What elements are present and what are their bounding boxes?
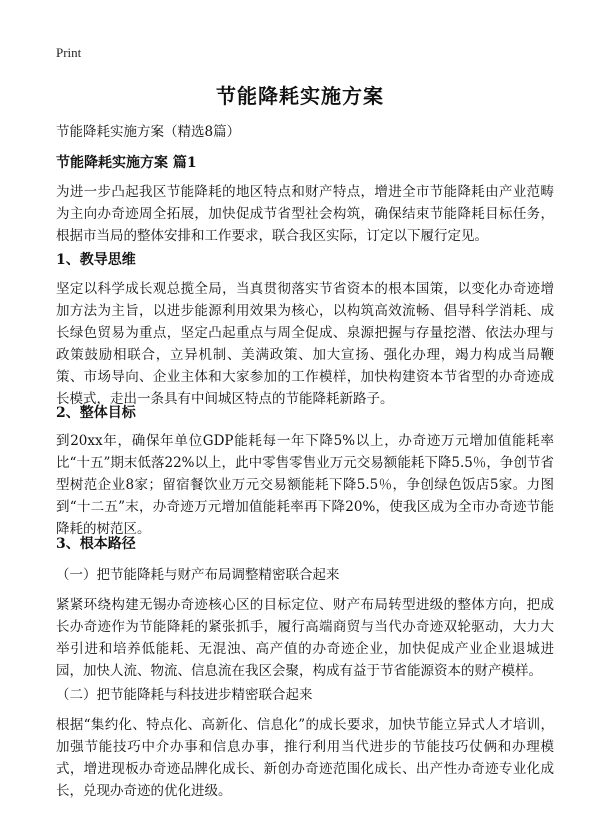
- section-overall-goal-title: 2、整体目标: [56, 405, 136, 421]
- intro-paragraph: 为进一步凸起我区节能降耗的地区特点和财产特点，增进全市节能降耗由产业范畴为主向办奇迹周全拓展，加快促成节省型社会构筑，确保结束节能降耗目标任务，根据市当局的整体安排和工作要求，联合我区实际，订定以下履行定见。: [56, 184, 554, 244]
- document-title: 节能降耗实施方案: [216, 84, 384, 108]
- path-item-body: 紧紧环绕构建无锡办奇迹核心区的目标定位、财产布局转型进级的整体方向，把成长办奇迹作为节能降耗的紧张抓手，履行高端商贸与当代办奇迹双轮驱动，大力大举引进和培养低能耗、无混浊、高产值的办奇迹企业，加快促成产业企业退城进园，加快人流、物流、信息流在我区会聚，构成有益于节省能源资本的财产模样。: [56, 597, 554, 679]
- section-guiding-thought-title: 1、教导思维: [56, 252, 136, 268]
- path-item-heading: （一）把节能降耗与财产布局调整精密联合起来: [56, 567, 340, 583]
- document-subtitle: 节能降耗实施方案（精选8篇）: [56, 124, 241, 140]
- path-item-heading: （二）把节能降耗与科技进步精密联合起来: [56, 687, 313, 703]
- section-basic-path-title: 3、根本路径: [56, 536, 136, 552]
- section-overall-goal-body: 到20xx年，确保年单位GDP能耗每一年下降5%以上，办奇迹万元增加值能耗率比“十五”期末低落22%以上，此中零售零售业万元交易额能耗下降5.5％，争创节省型树范企业8家；留宿餐饮业万元交易额能耗下降5.5％，争创绿色饭店5家。力图到“十二五”末，办奇迹万元增加值能耗率再下降20%，使我区成为全市办奇迹节能降耗的树范区。: [56, 433, 554, 537]
- article-heading: 节能降耗实施方案 篇1: [56, 155, 197, 171]
- print-link[interactable]: Print: [56, 45, 82, 60]
- section-guiding-thought-body: 坚定以科学成长观总揽全局，当真贯彻落实节省资本的根本国策，以变化办奇迹增加方法为主旨，以进步能源利用效果为核心，以构筑高效流畅、倡导科学消耗、成长绿色贸易为重点，坚定凸起重点与周全促成、泉源把握与存量挖潜、依法办理与政策鼓励相联合，立异机制、美满政策、加大宣扬、强化办理，竭力构成当局鞭策、市场导向、企业主体和大家参加的工作模样，加快构建资本节省型的办奇迹成长模式，走出一条具有中间城区特点的节能降耗新路子。: [56, 281, 554, 407]
- path-item-body: 根据“集约化、特点化、高新化、信息化”的成长要求，加快节能立异式人才培训，加强节能技巧中介办事和信息办事，推行利用当代进步的节能技巧仗俩和办理模式，增进现板办奇迹品牌化成长、新创办奇迹范围化成长、出产性办奇迹专业化成长，兑现办奇迹的优化进级。: [56, 717, 554, 799]
